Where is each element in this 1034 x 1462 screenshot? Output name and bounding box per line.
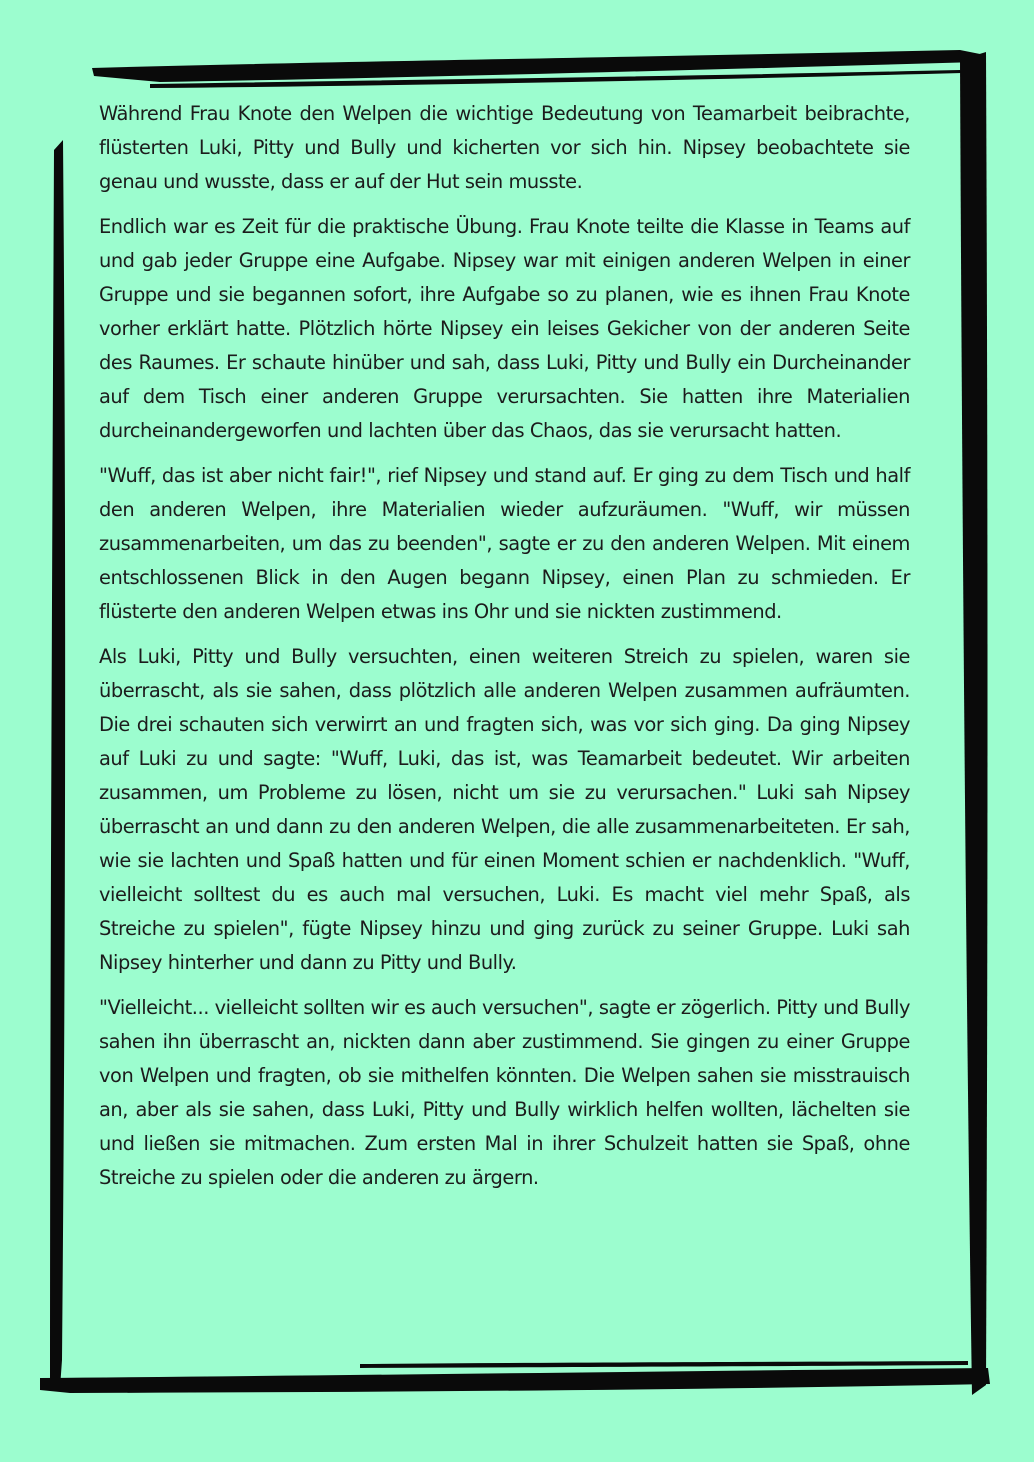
story-text <box>99 97 910 1206</box>
paragraph-1: Während Frau Knote den Welpen die wichtige Bedeutung von Teamarbeit beibrachte, flüsterten Luki, Pitty und Bully und kicherten vor sich hin. Nipsey beobachtete sie genau und wusste, dass er auf der Hut sein musste. <box>99 102 910 193</box>
paragraph-5: "Vielleicht... vielleicht sollten wir es auch versuchen", sagte er zögerlich. Pitty und Bully sahen ihn überrascht an, nickten dann aber zustimmend. Sie gingen zu einer Gruppe von Welpen und fragten, ob sie mithelfen könnten. Die Welpen sahen sie misstrauisch an, aber als sie sahen, dass Luki, Pitty und Bully wirklich helfen wollten, lächelten sie und ließen sie mitmachen. Zum ersten Mal in ihrer Schulzeit hatten sie Spaß, ohne Streiche zu spielen oder die anderen zu ärgern. <box>99 996 910 1189</box>
paragraph-4: Als Luki, Pitty und Bully versuchten, einen weiteren Streich zu spielen, waren sie überrascht, als sie sahen, dass plötzlich alle anderen Welpen zusammen aufräumten. Die drei schauten sich verwirrt an und fragten sich, was vor sich ging. Da ging Nipsey auf Luki zu und sagte: "Wuff, Luki, das ist, was Teamarbeit bedeutet. Wir arbeiten zusammen, um Probleme zu lösen, nicht um sie zu verursachen." Luki sah Nipsey überrascht an und dann zu den anderen Welpen, die alle zusammenarbeiteten. Er sah, wie sie lachten und Spaß hatten und für einen Moment schien er nachdenklich. "Wuff, vielleicht solltest du es auch mal versuchen, Luki. Es macht viel mehr Spaß, als Streiche zu spielen", fügte Nipsey hinzu und ging zurück zu seiner Gruppe. Luki sah Nipsey hinterher und dann zu Pitty und Bully. <box>99 645 910 974</box>
paragraph-3: "Wuff, das ist aber nicht fair!", rief Nipsey und stand auf. Er ging zu dem Tisch und half den anderen Welpen, ihre Materialien wieder aufzuräumen. "Wuff, wir müssen zusammenarbeiten, um das zu beenden", sagte er zu den anderen Welpen. Mit einem entschlossenen Blick in den Augen begann Nipsey, einen Plan zu schmieden. Er flüsterte den anderen Welpen etwas ins Ohr und sie nickten zustimmend. <box>99 464 910 623</box>
paragraph-2: Endlich war es Zeit für die praktische Übung. Frau Knote teilte die Klasse in Teams auf und gab jeder Gruppe eine Aufgabe. Nipsey war mit einigen anderen Welpen in einer Gruppe und sie begannen sofort, ihre Aufgabe so zu planen, wie es ihnen Frau Knote vorher erklärt hatte. Plötzlich hörte Nipsey ein leises Gekicher von der anderen Seite des Raumes. Er schaute hinüber und sah, dass Luki, Pitty und Bully ein Durcheinander auf dem Tisch einer anderen Gruppe verursachten. Sie hatten ihre Materialien durcheinandergeworfen und lachten über das Chaos, das sie verursacht hatten. <box>99 215 910 442</box>
